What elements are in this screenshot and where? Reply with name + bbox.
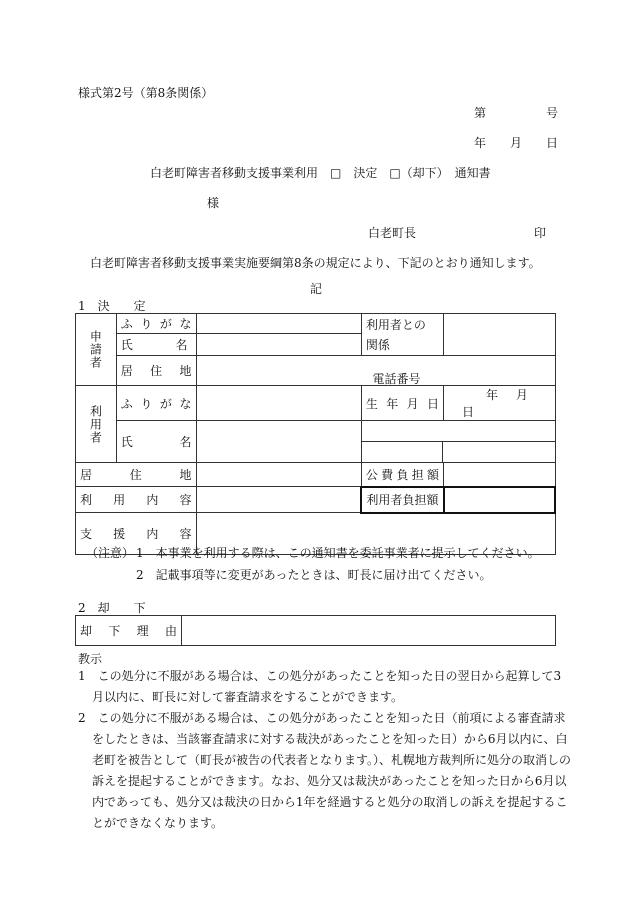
- note-item-1: 1 本事業を利用する際は、この通知書を委託事業者に提示してください。: [136, 546, 540, 560]
- applicant-residence-label: 居 住 地: [116, 356, 196, 386]
- relation-label: 利用者との関係: [361, 314, 443, 356]
- instruction-item-1: 1 この処分に不服がある場合は、この処分があったことを知った日の翌日から起算して3月以内に、町長に対して審査請求をすることができます。: [78, 669, 562, 704]
- residence2-field[interactable]: [196, 463, 361, 487]
- doc-no-suffix: 号: [546, 106, 559, 120]
- user-label-cell: [76, 386, 117, 463]
- phone-label: 電話番号: [372, 372, 421, 386]
- public-share-field[interactable]: [444, 463, 556, 487]
- notes-label: （注意）: [86, 546, 135, 560]
- issuer: 白老町長: [368, 226, 417, 240]
- rejection-table: [75, 615, 556, 646]
- applicant-furigana-label: ふ り が な: [116, 314, 196, 334]
- user-name-label: 氏 名: [116, 421, 196, 463]
- intro-text: 白老町障害者移動支援事業実施要綱第8条の規定により、下記のとおり通知します。: [90, 256, 541, 270]
- decision-table: [75, 313, 556, 555]
- birth-field[interactable]: 年 月 日: [444, 386, 556, 421]
- ki-heading: 記: [310, 282, 323, 296]
- page-title: 白老町障害者移動支援事業利用 □ 決定 □（却下） 通知書: [150, 166, 491, 180]
- residence2-label: 居 住 地: [76, 463, 197, 487]
- user-furigana-label: ふ り が な: [116, 386, 196, 421]
- birth-label: 生 年 月 日: [361, 386, 443, 421]
- rejection-section-label: 2 却 下: [78, 601, 146, 615]
- user-name-field[interactable]: [196, 421, 361, 463]
- date-month: 月: [510, 136, 523, 150]
- instruction-label: 教示: [78, 652, 103, 666]
- doc-no-prefix: 第: [474, 106, 487, 120]
- content-field[interactable]: [196, 487, 361, 513]
- rejection-reason-label: 却 下 理 由: [76, 616, 182, 646]
- support-label: 支 援 内 容: [76, 513, 197, 555]
- note-item-2: 2 記載事項等に変更があったときは、町長に届け出てください。: [136, 568, 492, 582]
- content-label: 利 用 内 容: [76, 487, 197, 513]
- relation-field[interactable]: [444, 314, 556, 356]
- date-year: 年: [474, 136, 487, 150]
- seal-mark: 印: [534, 226, 547, 240]
- blank-cell: [361, 421, 555, 463]
- rejection-reason-field[interactable]: [182, 616, 556, 646]
- user-share-field[interactable]: [444, 487, 556, 513]
- applicant-label: 申請者: [88, 330, 103, 369]
- applicant-name-label: 氏 名: [116, 334, 196, 356]
- applicant-residence-field[interactable]: [196, 356, 555, 386]
- addressee: 様: [207, 196, 220, 210]
- user-furigana-field[interactable]: [196, 386, 361, 421]
- instruction-item-2: 2 この処分に不服がある場合は、この処分があったことを知った日（前項による審査請求をしたときは、当該審査請求に対する裁決があったことを知った日）から6月以内に、白老町を被告として（町長が被告の代表者となります。）、札幌地方裁判所に処分の取消しの訴えを提起することができます。なお、処分又は裁決があったことを知った日から6月以内であっても、処分又は裁決の日から1年を経過すると処分の取消しの訴えを提起することができなくなります。: [78, 711, 572, 830]
- decision-section-label: 1 決 定: [78, 299, 146, 313]
- applicant-label-cell: [76, 314, 117, 386]
- applicant-furigana-field[interactable]: [196, 314, 361, 334]
- form-number: 様式第2号（第8条関係）: [78, 86, 214, 100]
- user-label: 利用者: [88, 404, 103, 444]
- applicant-name-field[interactable]: [196, 334, 361, 356]
- public-share-label: 公 費 負 担 額: [361, 463, 443, 487]
- user-share-label: 利 用 者 負 担 額: [361, 487, 443, 513]
- date-day: 日: [546, 136, 559, 150]
